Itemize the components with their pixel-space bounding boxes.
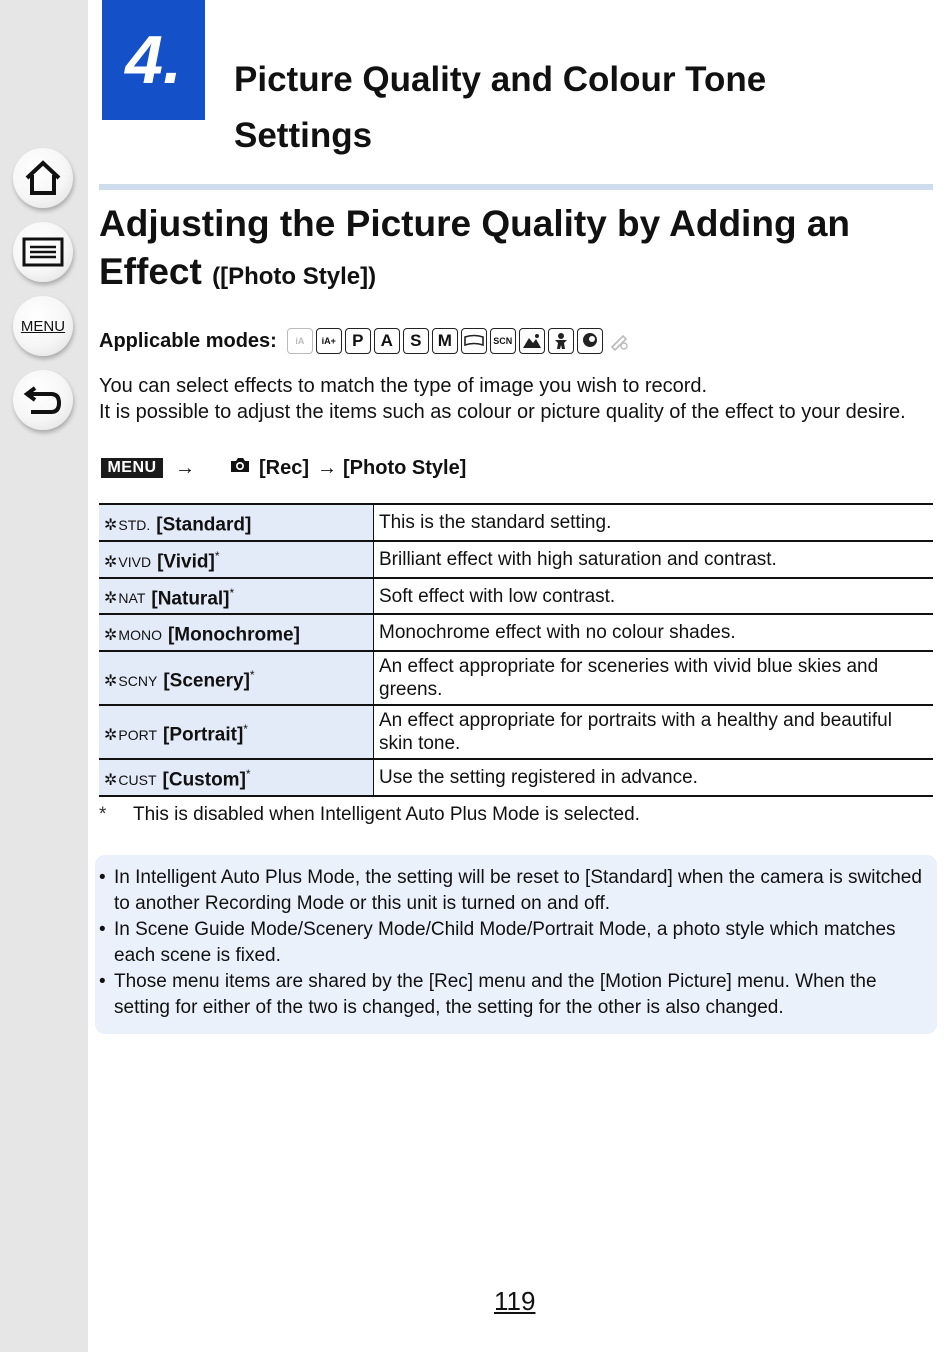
note-item: • Those menu items are shared by the [Rec] menu and the [Motion Picture] menu. When the setting for either of the two is changed, the setting for the other is also changed.	[99, 971, 877, 1018]
home-button[interactable]	[13, 148, 73, 208]
style-scenery-icon: ✲SCNY	[104, 672, 158, 690]
mode-child-icon	[548, 328, 574, 354]
style-name-cell: ✲VIVD [Vivid]*	[99, 541, 374, 578]
style-name: [Portrait]	[163, 724, 244, 746]
style-desc: An effect appropriate for portraits with a healthy and beautiful skin tone.	[374, 705, 934, 759]
style-desc: Use the setting registered in advance.	[374, 759, 934, 796]
modes-label: Applicable modes:	[99, 329, 277, 352]
note-item: • In Intelligent Auto Plus Mode, the setting will be reset to [Standard] when the camera is switched to another Recording Mode or this unit is turned on and off.	[99, 867, 922, 914]
page-number[interactable]: 119	[494, 1286, 536, 1316]
style-name-cell: ✲CUST [Custom]*	[99, 759, 374, 796]
section-title-paren: ([Photo Style])	[212, 263, 377, 290]
style-desc: Monochrome effect with no colour shades.	[374, 614, 934, 651]
intro-line1: You can select effects to match the type of image you wish to record.	[99, 375, 708, 397]
intro-line2: It is possible to adjust the items such as colour or picture quality of the effect to your desire.	[99, 401, 906, 423]
chapter-number: 4.	[102, 0, 205, 120]
header-divider	[99, 184, 933, 190]
style-std-icon: ✲STD.	[104, 516, 151, 534]
style-name: [Monochrome]	[167, 624, 300, 646]
contents-list-icon	[22, 237, 64, 267]
style-desc: An effect appropriate for sceneries with vivid blue skies and greens.	[374, 651, 934, 705]
chapter-title	[234, 52, 914, 164]
back-button[interactable]	[13, 370, 73, 430]
style-name-cell: ✲SCNY [Scenery]*	[99, 651, 374, 705]
style-portrait-icon: ✲PORT	[104, 726, 158, 744]
chapter-title-line2: Settings	[234, 116, 373, 155]
style-desc: Soft effect with low contrast.	[374, 578, 934, 615]
table-row	[99, 504, 933, 541]
mode-panorama-icon	[461, 328, 487, 354]
mode-creative-icon	[606, 328, 632, 354]
section-title	[99, 200, 929, 301]
table-row	[99, 541, 933, 578]
table-row	[99, 705, 933, 759]
chapter-title-line1: Picture Quality and Colour Tone	[234, 60, 767, 99]
section-title-line1: Adjusting the Picture Quality by Adding an	[99, 203, 851, 244]
menu-path	[101, 456, 466, 480]
table-row	[99, 759, 933, 796]
style-mono-icon: ✲MONO	[104, 627, 162, 645]
style-name-cell	[99, 504, 374, 541]
footnote-text: This is disabled when Intelligent Auto Plus Mode is selected.	[133, 804, 640, 825]
menu-button[interactable]	[13, 296, 73, 356]
mode-scn-icon: SCN	[490, 328, 516, 354]
style-name-cell: ✲NAT [Natural]*	[99, 578, 374, 615]
style-name: [Natural]	[151, 587, 230, 609]
note-text: In Scene Guide Mode/Scenery Mode/Child Mode/Portrait Mode, a photo style which matches each scene is fixed.	[114, 919, 896, 966]
style-vivid-icon: ✲VIVD	[104, 553, 152, 571]
sidebar	[0, 0, 88, 1352]
style-natural-icon: ✲NAT	[104, 590, 146, 608]
note-item: • In Scene Guide Mode/Scenery Mode/Child Mode/Portrait Mode, a photo style which matches each scene is fixed.	[99, 919, 896, 966]
style-desc: This is the standard setting.	[374, 504, 934, 541]
note-text: In Intelligent Auto Plus Mode, the setting will be reset to [Standard] when the camera is switched to another Recording Mode or this unit is turned on and off.	[114, 867, 922, 914]
mode-scenery-icon	[519, 328, 545, 354]
style-name: [Standard]	[156, 514, 252, 536]
style-custom-icon: ✲CUST	[104, 772, 157, 790]
mode-s-icon: S	[403, 328, 429, 354]
camera-icon	[229, 456, 251, 480]
mode-a-icon: A	[374, 328, 400, 354]
section-title-line2: Effect	[99, 251, 202, 292]
mode-p-icon: P	[345, 328, 371, 354]
mode-m-icon: M	[432, 328, 458, 354]
back-arrow-icon	[23, 383, 63, 417]
table-row	[99, 651, 933, 705]
note-text: Those menu items are shared by the [Rec] menu and the [Motion Picture] menu. When the setting for either of the two is changed, the setting for the other is also changed.	[114, 971, 877, 1018]
style-name: [Custom]	[162, 769, 246, 791]
path-arrow-1: →	[175, 456, 195, 479]
contents-button[interactable]	[13, 222, 73, 282]
menu-label: MENU	[20, 317, 66, 335]
intro-text	[99, 373, 919, 425]
path-rec: [Rec]	[259, 456, 310, 479]
style-desc: Brilliant effect with high saturation and contrast.	[374, 541, 934, 578]
menu-badge: MENU	[101, 458, 163, 478]
applicable-modes	[99, 326, 635, 356]
path-photo-style: [Photo Style]	[343, 456, 467, 479]
home-icon	[23, 158, 63, 198]
style-name-cell	[99, 614, 374, 651]
notes-box	[95, 855, 937, 1034]
mode-portrait-icon	[577, 328, 603, 354]
table-row	[99, 578, 933, 615]
path-arrow-2: →	[317, 456, 338, 479]
table-row	[99, 614, 933, 651]
style-name: [Scenery]	[163, 670, 250, 692]
mode-ia-icon: iA	[287, 328, 313, 354]
style-name-cell: ✲PORT [Portrait]*	[99, 705, 374, 759]
footnote	[99, 804, 640, 826]
mode-ia-plus-icon: iA+	[316, 328, 342, 354]
footnote-mark: *	[99, 804, 107, 825]
photo-style-table	[99, 503, 933, 797]
style-name: [Vivid]	[157, 551, 215, 573]
